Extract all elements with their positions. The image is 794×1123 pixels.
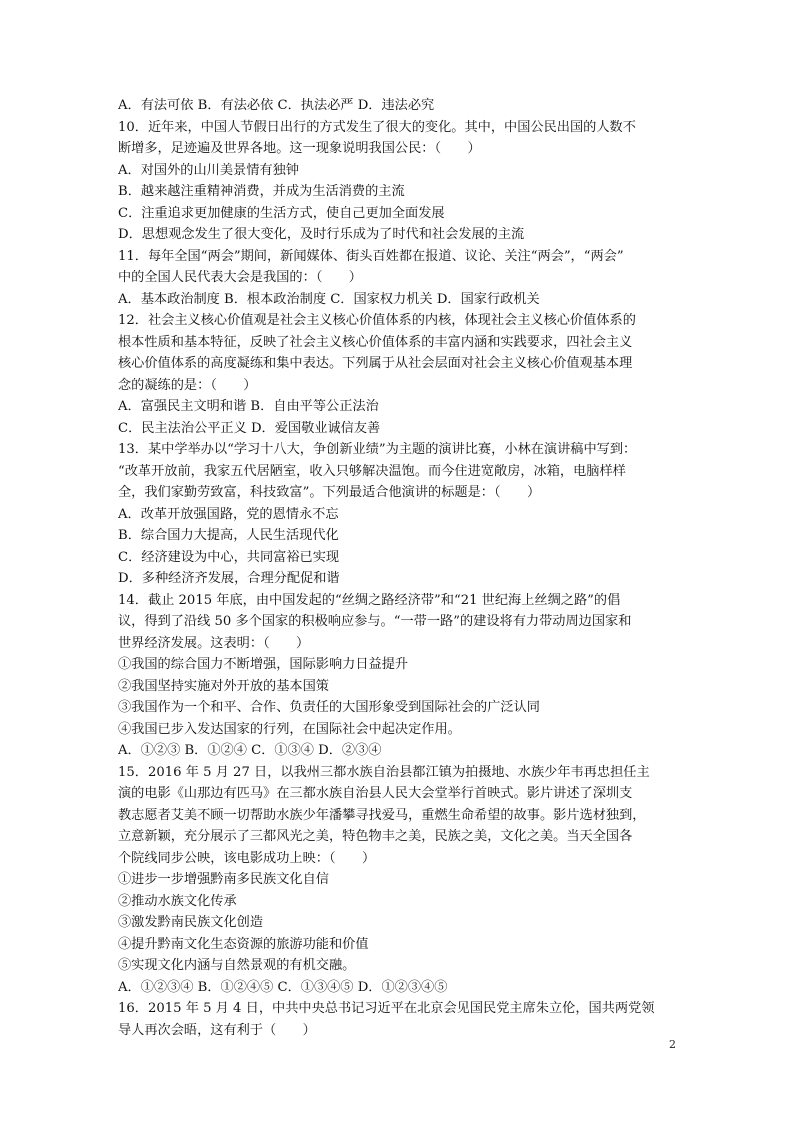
text-line: 根本性质和基本特征，反映了社会主义核心价值体系的丰富内涵和实践要求，四社会主义	[118, 334, 633, 350]
text-line: 演的电影《山那边有匹马》在三都水族自治县人民大会堂举行首映式。影片讲述了深圳支	[118, 786, 633, 801]
text-line: A．富强民主文明和谐 B．自由平等公正法治	[118, 399, 379, 414]
text-line: C．注重追求更加健康的生活方式，使自己更加全面发展	[118, 205, 445, 221]
text-line: ②推动水族文化传承	[118, 893, 237, 909]
text-line: ②我国坚持实施对外开放的基本国策	[118, 678, 329, 694]
text-line: ④提升黔南文化生态资源的旅游功能和价值	[118, 936, 369, 952]
text-line: C．经济建设为中心，共同富裕已实现	[118, 549, 340, 565]
text-line: 立意新颖，充分展示了三都风光之美，特色物丰之美，民族之美，文化之美。当天全国各	[118, 829, 633, 844]
text-line: ④我国已步入发达国家的行列，在国际社会中起决定作用。	[118, 721, 461, 737]
text-line: ③激发黔南民族文化创造	[118, 915, 264, 930]
text-line: ③我国作为一个和平、合作、负责任的大国形象受到国际社会的广泛认同	[118, 700, 540, 715]
text-line: A．基本政治制度 B．根本政治制度 C．国家权力机关 D．国家行政机关	[118, 291, 540, 307]
text-line: ①我国的综合国力不断增强，国际影响力日益提升	[118, 657, 409, 672]
text-line: 10．近年来，中国人节假日出行的方式发生了很大的变化。其中，中国公民出国的人数不	[118, 119, 636, 135]
question-text-block	[118, 95, 678, 1041]
text-line: A．①②③ B．①②④ C．①③④ D．②③④	[118, 743, 382, 758]
text-line: 念的凝练的是：（ ）	[118, 377, 257, 393]
text-line: B．综合国力大提高，人民生活现代化	[118, 528, 339, 543]
text-line: 教志愿者艾美不顾一切帮助水族少年潘攀寻找爱马，重燃生命希望的故事。影片选材独到，	[118, 807, 646, 823]
text-line: 11．每年全国“两会”期间，新闻媒体、街头百姓都在报道、议论、关注“两会”，“两会”	[118, 248, 624, 264]
text-line: “改革开放前，我家五代居陋室，收入只够解决温饱。而今住进宽敞房，冰箱，电脑样样	[118, 463, 626, 479]
text-line: ①进步一步增强黔南多民族文化自信	[118, 872, 329, 887]
text-line: D．思想观念发生了很大变化，及时行乐成为了时代和社会发展的主流	[118, 227, 525, 242]
text-line: ⑤实现文化内涵与自然景观的有机交融。	[118, 958, 356, 973]
text-line: 导人再次会晤，这有利于（ ）	[118, 1022, 316, 1038]
text-line: 15．2016 年 5 月 27 日，以我州三都水族自治县都江镇为拍摄地、水族少年韦再忠担任主	[118, 764, 650, 780]
text-line: D．多种经济齐发展，合理分配促和谐	[118, 571, 340, 586]
text-line: 全，我们家勤劳致富，科技致富”。下列最适合他演讲的标题是：（ ）	[118, 485, 541, 500]
text-line: A．有法可依 B．有法必依 C．执法必严 D．违法必究	[118, 98, 435, 113]
text-line: 16．2015 年 5 月 4 日，中共中央总书记习近平在北京会见国民党主席朱立伦，国共两党领	[118, 1001, 655, 1016]
text-line: C．民主法治公平正义 D．爱国敬业诚信友善	[118, 420, 381, 436]
text-line: 世界经济发展。这表明：（ ）	[118, 635, 310, 651]
text-line: 个院线同步公映，该电影成功上映：（ ）	[118, 850, 376, 866]
text-line: A．对国外的山川美景情有独钟	[118, 162, 299, 178]
text-line: 核心价值体系的高度凝练和集中表达。下列属于从社会层面对社会主义核心价值观基本理	[118, 356, 633, 371]
text-line: B．越来越注重精神消费，并成为生活消费的主流	[118, 184, 405, 199]
text-line: 中的全国人民代表大会是我国的：（ ）	[118, 270, 362, 285]
text-line: 断增多，足迹遍及世界各地。这一现象说明我国公民：（ ）	[118, 141, 481, 156]
text-line: 14．截止 2015 年底，由中国发起的“丝绸之路经济带”和“21 世纪海上丝绸之路”的倡	[118, 592, 621, 608]
text-line: A．①②③④ B．①②④⑤ C．①③④⑤ D．①②③④⑤	[118, 979, 448, 995]
text-line: 12．社会主义核心价值观是社会主义核心价值体系的内核，体现社会主义核心价值体系的	[118, 313, 636, 328]
text-line: 议，得到了沿线 50 多个国家的积极响应参与。“一带一路”的建设将有力带动周边国家和	[118, 614, 632, 629]
text-line: A．改革开放强国路，党的恩情永不忘	[118, 506, 339, 522]
text-line: 13．某中学举办以“学习十八大，争创新业绩”为主题的演讲比赛，小林在演讲稿中写到：	[118, 442, 637, 457]
page-number: 2	[669, 1038, 676, 1051]
